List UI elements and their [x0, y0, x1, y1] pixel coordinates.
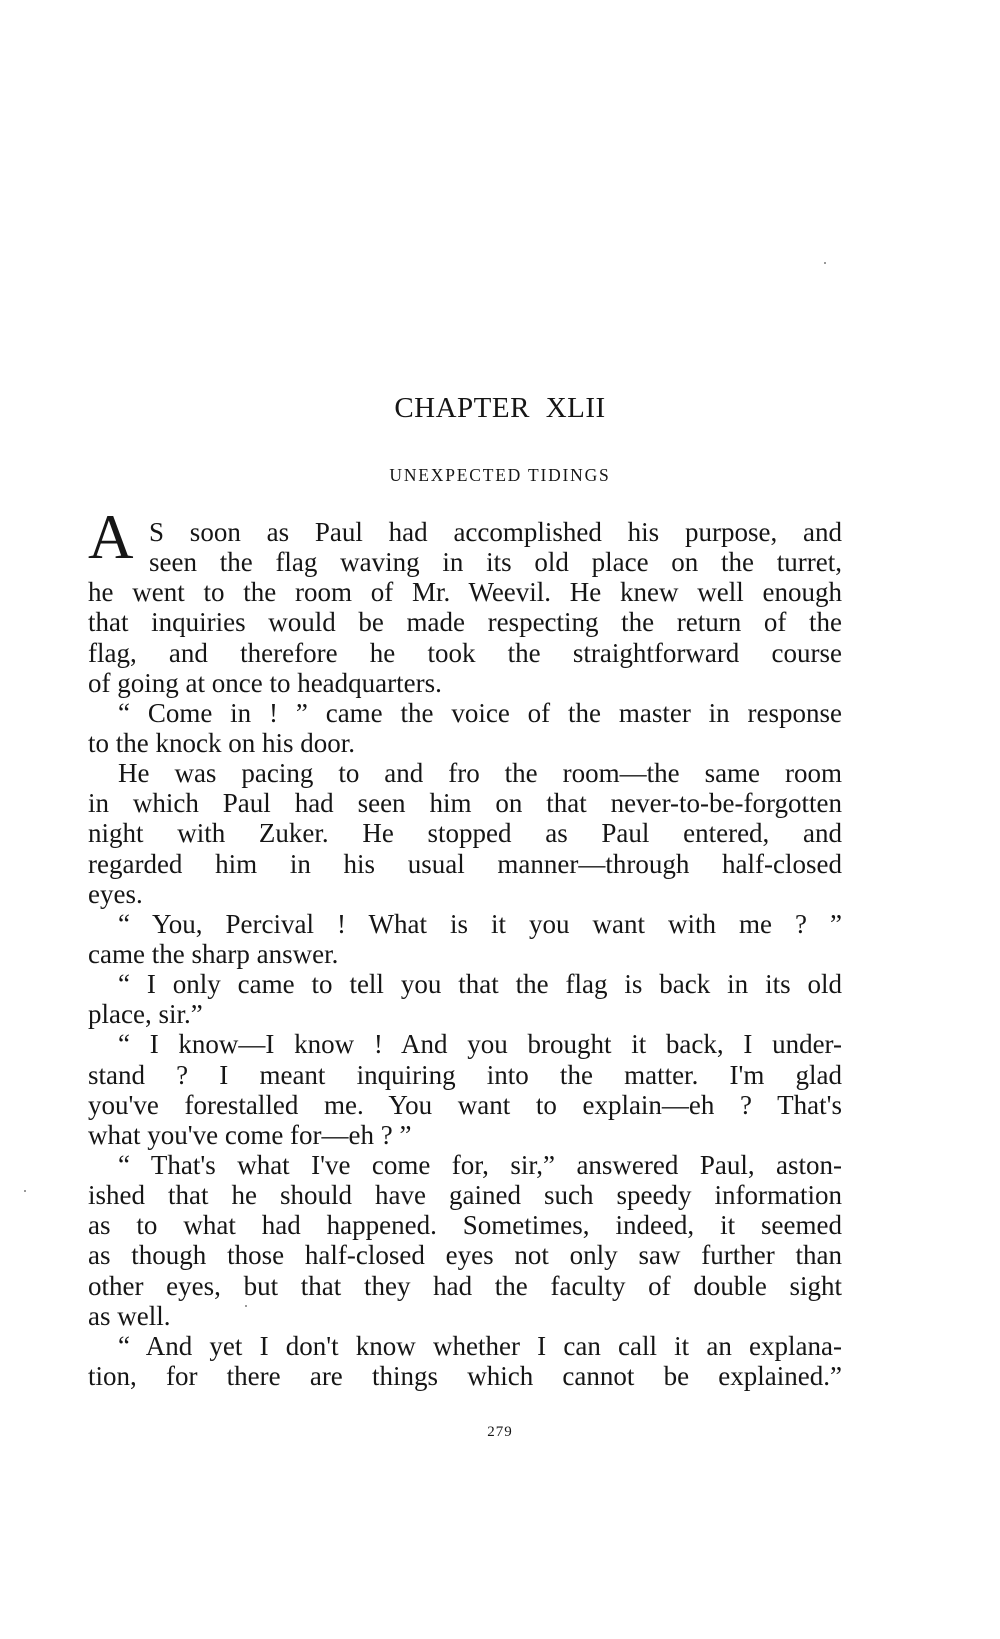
text-line: you've forestalled me. You want to explain—eh ? That's [88, 1089, 842, 1120]
text-line: S soon as Paul had accomplished his purpose, and [149, 517, 842, 547]
text-line: came the sharp answer. [88, 938, 339, 969]
text-line: “ And yet I don't know whether I can call it an explana- [118, 1330, 842, 1361]
text-line: he went to the room of Mr. Weevil. He knew well enough [88, 577, 842, 608]
text-line: to the knock on his door. [88, 727, 355, 758]
text-line: “ Come in ! ” came the voice of the master in response [118, 697, 842, 728]
text-line: He was pacing to and fro the room—the same room [118, 758, 842, 789]
text-line: as well. [88, 1300, 171, 1331]
scan-speck [824, 262, 826, 264]
text-line: as though those half-closed eyes not only saw further than [88, 1240, 842, 1271]
text-line: “ I know—I know ! And you brought it back, I under- [118, 1029, 842, 1060]
text-line: in which Paul had seen him on that never-to-be-forgotten [88, 788, 842, 819]
text-line: place, sir.” [88, 999, 203, 1030]
text-line: regarded him in his usual manner—through half-closed [88, 848, 842, 879]
text-line: night with Zuker. He stopped as Paul entered, and [88, 818, 842, 849]
text-line: tion, for there are things which cannot be explained.” [88, 1360, 842, 1391]
chapter-heading: CHAPTER XLII [394, 392, 606, 424]
page-number: 279 [487, 1424, 513, 1440]
scan-speck [245, 1305, 247, 1307]
text-line: other eyes, but that they had the faculty of double sight [88, 1270, 842, 1301]
text-line: stand ? I meant inquiring into the matter. I'm glad [88, 1059, 842, 1090]
text-line: flag, and therefore he took the straightforward course [88, 637, 842, 668]
text-line: seen the flag waving in its old place on the turret, [149, 547, 842, 578]
scan-speck [24, 1190, 26, 1192]
text-line: of going at once to headquarters. [88, 667, 442, 698]
text-line: what you've come for—eh ? ” [88, 1119, 412, 1150]
drop-cap: A [88, 502, 134, 572]
text-line: as to what had happened. Sometimes, indeed, it seemed [88, 1210, 842, 1241]
body-text [88, 517, 842, 1391]
chapter-subtitle: UNEXPECTED TIDINGS [389, 465, 611, 485]
text-line: ished that he should have gained such speedy information [88, 1180, 842, 1211]
text-line: “ I only came to tell you that the flag is back in its old [118, 969, 842, 1000]
text-line: eyes. [88, 878, 143, 909]
text-line: “ You, Percival ! What is it you want with me ? ” [118, 908, 842, 939]
text-line: that inquiries would be made respecting the return of the [88, 607, 842, 638]
text-line: “ That's what I've come for, sir,” answered Paul, aston- [118, 1149, 842, 1180]
